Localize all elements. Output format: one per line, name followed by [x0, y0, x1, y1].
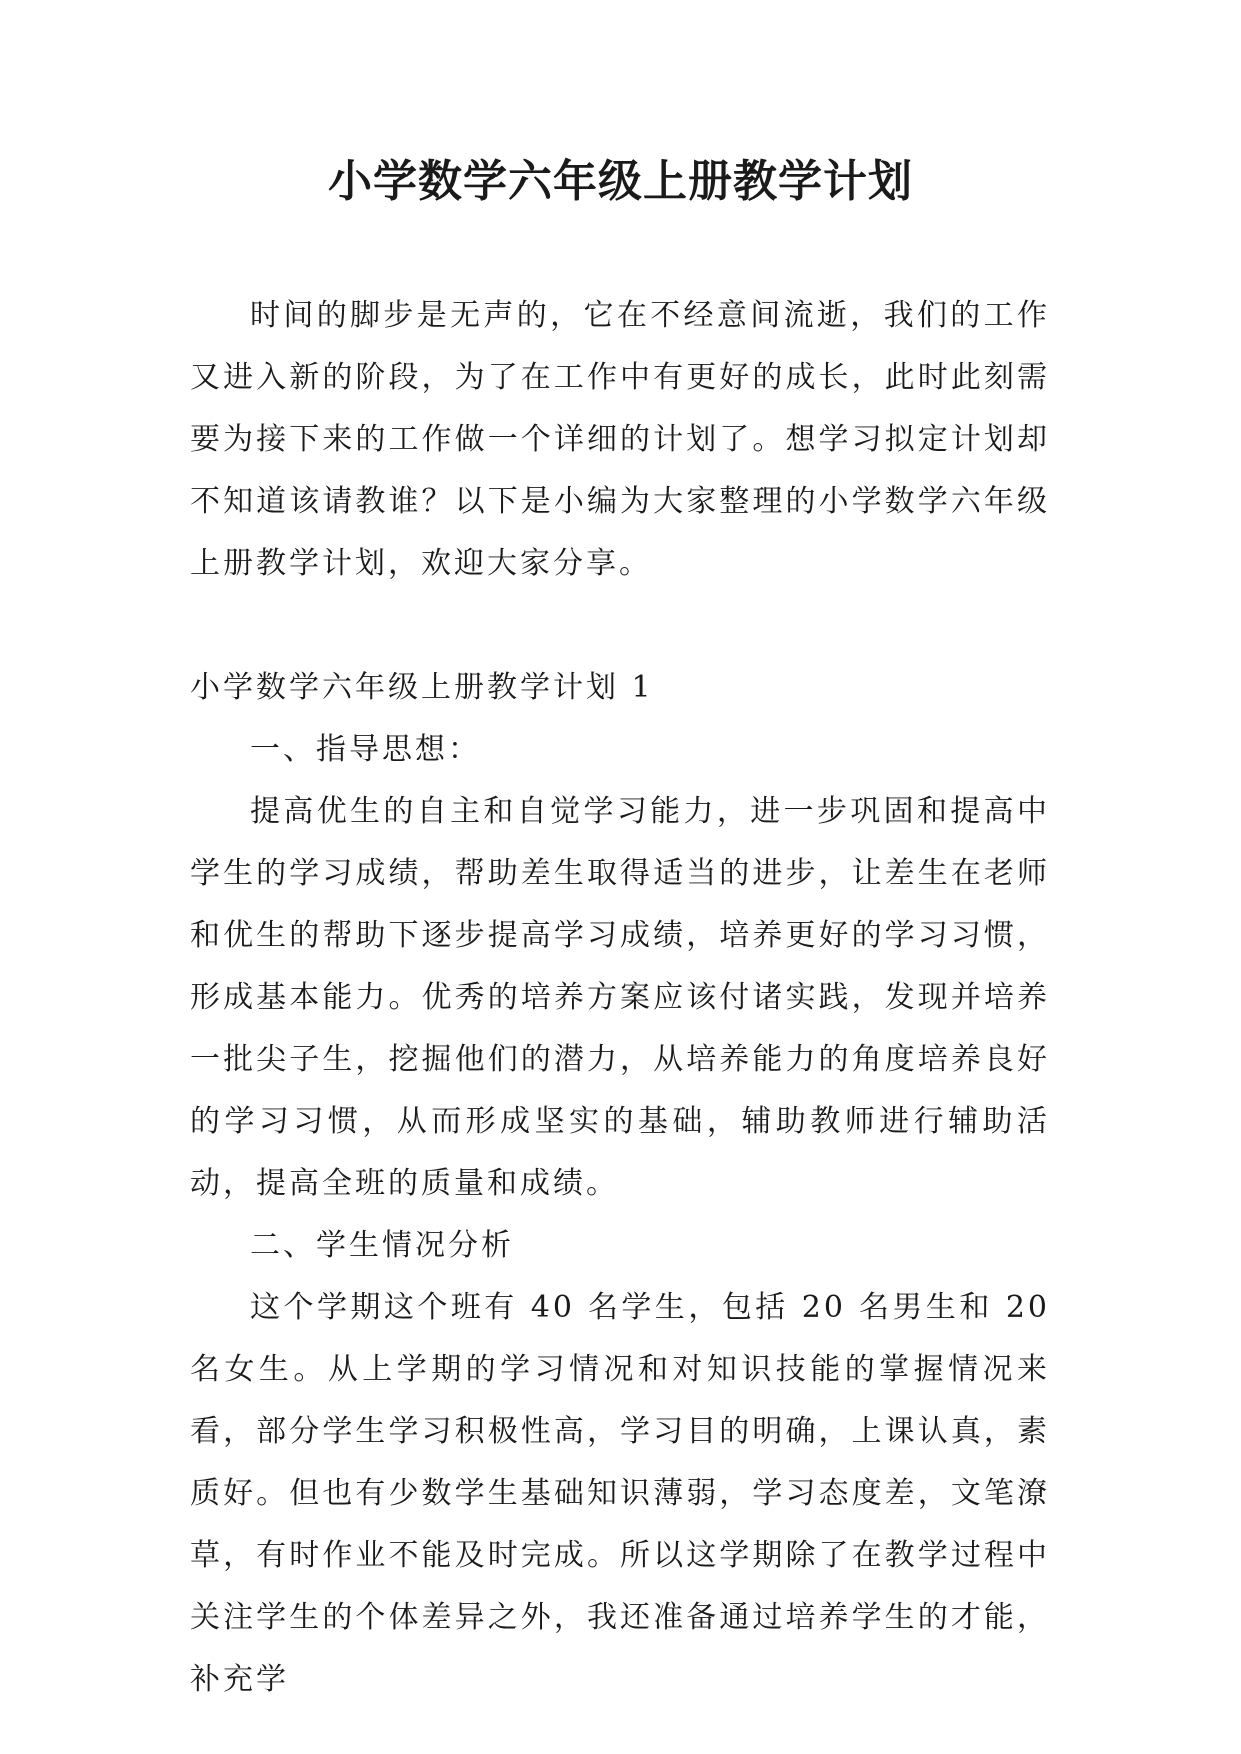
document-title: 小学数学六年级上册教学计划 [328, 156, 913, 207]
heading-student-analysis: 二、学生情况分析 [250, 1228, 514, 1263]
section-title: 小学数学六年级上册教学计划 1 [190, 670, 654, 705]
guiding-ideology-paragraph: 提高优生的自主和自觉学习能力，进一步巩固和提高中学生的学习成绩，帮助差生取得适当的进步，让差生在老师和优生的帮助下逐步提高学习成绩，培养更好的学习习惯，形成基本能力。优秀的培养方案应该付诸实践，发现并培养一批尖子生，挖掘他们的潜力，从培养能力的角度培养良好的学习习惯，从而形成坚实的基础，辅助教师进行辅助活动，提高全班的质量和成绩。 [190, 794, 1050, 1201]
paragraph-spacer [190, 595, 1050, 657]
document-body [190, 285, 1050, 1711]
heading-guiding-ideology: 一、指导思想： [250, 732, 481, 767]
student-analysis-paragraph: 这个学期这个班有 40 名学生，包括 20 名男生和 20 名女生。从上学期的学习情况和对知识技能的掌握情况来看，部分学生学习积极性高，学习目的明确，上课认真，素质好。但也有少数学生基础知识薄弱，学习态度差，文笔潦草，有时作业不能及时完成。所以这学期除了在教学过程中关注学生的个体差异之外，我还准备通过培养学生的才能，补充学 [190, 1290, 1050, 1697]
intro-paragraph: 时间的脚步是无声的，它在不经意间流逝，我们的工作又进入新的阶段，为了在工作中有更好的成长，此时此刻需要为接下来的工作做一个详细的计划了。想学习拟定计划却不知道该请教谁？以下是小编为大家整理的小学数学六年级上册教学计划，欢迎大家分享。 [190, 298, 1050, 581]
